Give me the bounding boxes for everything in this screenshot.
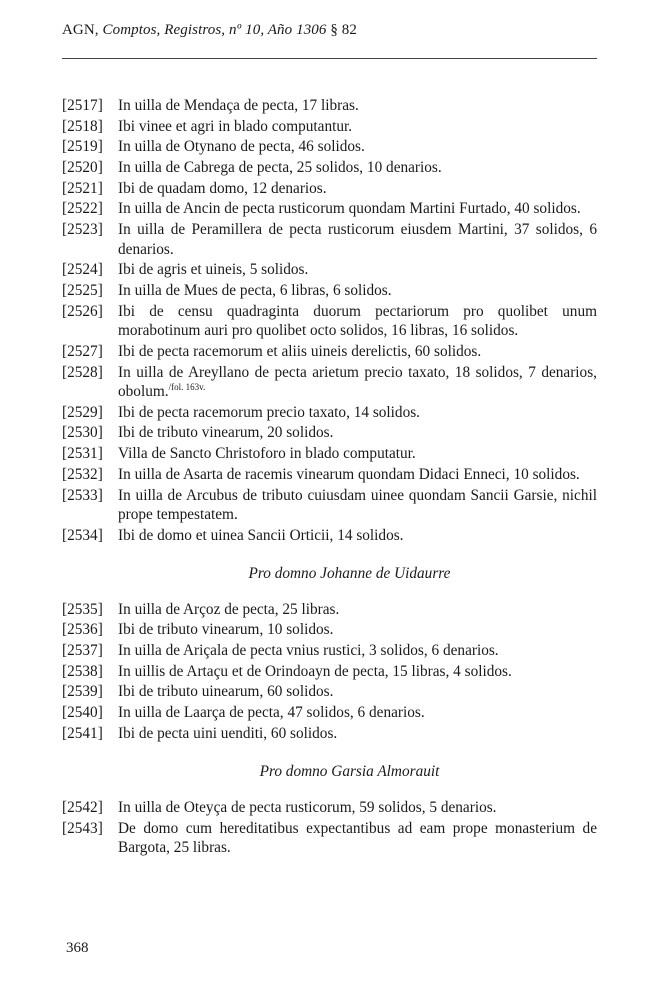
entry-body: Ibi de domo et uinea Sancii Orticii, 14 solidos.	[118, 526, 404, 544]
section-heading: Pro domno Garsia Almorauit	[259, 763, 440, 781]
entry-body: In uilla de Peramillera de pecta rusticorum eiusdem Martini, 37 solidos, 6 denarios.	[118, 221, 597, 258]
entry-text	[118, 137, 597, 157]
entry-number: [2524]	[62, 261, 103, 279]
entry-item	[62, 682, 597, 702]
entry-text	[118, 403, 597, 423]
entry-body: Villa de Sancto Christoforo in blado computatur.	[118, 445, 416, 463]
entry-item	[62, 620, 597, 640]
entry-text	[118, 819, 597, 858]
entry-number: [2533]	[62, 486, 103, 504]
entry-body: In uilla de Mues de pecta, 6 libras, 6 solidos.	[118, 282, 392, 299]
entry-item	[62, 641, 597, 661]
entry-text	[118, 179, 597, 199]
entry-item	[62, 798, 597, 818]
entry-body: Ibi de quadam domo, 12 denarios.	[118, 179, 327, 197]
entry-number: [2539]	[62, 683, 103, 701]
entry-item	[62, 703, 597, 723]
entry-text	[118, 342, 597, 362]
entry-number: [2534]	[62, 526, 103, 544]
entry-number: [2526]	[62, 302, 103, 320]
entry-number: [2542]	[62, 798, 103, 816]
entry-item	[62, 600, 597, 620]
entry-number: [2518]	[62, 117, 103, 135]
entry-number: [2529]	[62, 403, 103, 421]
entry-item	[62, 403, 597, 423]
entry-text	[118, 96, 597, 116]
entry-number: [2532]	[62, 465, 103, 483]
entry-item	[62, 117, 597, 137]
header-rule	[62, 58, 597, 59]
entry-number: [2521]	[62, 179, 103, 197]
entry-item	[62, 662, 597, 682]
entry-item	[62, 96, 597, 116]
entry-text	[118, 302, 597, 341]
entry-body: In uilla de Ariçala de pecta vnius rustici, 3 solidos, 6 denarios.	[118, 642, 499, 660]
entry-body: In uilla de Asarta de racemis vinearum quondam Didaci Enneci, 10 solidos.	[118, 465, 580, 483]
entry-item	[62, 423, 597, 443]
running-head-title: Comptos, Registros, nº 10, Año 1306	[102, 22, 331, 38]
entry-text	[118, 158, 597, 178]
entry-item	[62, 342, 597, 362]
entry-text	[118, 465, 597, 485]
running-head-section: § 82	[330, 22, 358, 38]
entry-body: In uilla de Mendaça de pecta, 17 libras.	[118, 97, 359, 114]
entry-number: [2523]	[62, 221, 103, 239]
entry-number: [2540]	[62, 704, 103, 722]
entry-item	[62, 137, 597, 157]
entry-number: [2527]	[62, 342, 103, 360]
section-heading: Pro domno Johanne de Uidaurre	[248, 565, 451, 583]
entry-item	[62, 260, 597, 280]
folio-note: /fol. 163v.	[168, 382, 206, 393]
entry-number: [2536]	[62, 621, 103, 639]
entry-body: In uillis de Artaçu et de Orindoayn de pecta, 15 libras, 4 solidos.	[118, 662, 512, 680]
entries-list	[62, 96, 597, 859]
entry-number: [2525]	[62, 282, 103, 299]
entry-body: In uilla de Arcubus de tributo cuiusdam uinee quondam Sancii Garsie, nichil prope tempestatem.	[118, 486, 597, 523]
entry-text	[118, 703, 597, 723]
entry-body: Ibi vinee et agri in blado computantur.	[118, 117, 353, 135]
entry-text	[118, 486, 597, 525]
entry-body: In uilla de Arçoz de pecta, 25 libras.	[118, 600, 340, 618]
entry-text	[118, 423, 597, 443]
entry-text	[118, 682, 597, 702]
entry-number: [2541]	[62, 724, 103, 742]
page-number: 368	[66, 940, 89, 956]
entry-text	[118, 199, 597, 219]
entry-item	[62, 199, 597, 219]
entry-text	[118, 444, 597, 464]
entry-body: In uilla de Laarça de pecta, 47 solidos, 6 denarios.	[118, 704, 425, 722]
entry-text	[118, 281, 597, 301]
entry-item	[62, 486, 597, 525]
entry-item	[62, 281, 597, 301]
entry-body: Ibi de tributo vinearum, 10 solidos.	[118, 621, 334, 639]
entry-item	[62, 220, 597, 259]
entry-text	[118, 798, 597, 818]
entry-text	[118, 724, 597, 744]
entry-body: Ibi de pecta racemorum precio taxato, 14 solidos.	[118, 403, 421, 421]
entry-item	[62, 302, 597, 341]
entry-text	[118, 117, 597, 137]
entry-body: Ibi de tributo uinearum, 60 solidos.	[118, 683, 334, 701]
entry-item	[62, 526, 597, 546]
running-head-archive: AGN,	[62, 22, 103, 38]
entry-number: [2519]	[62, 138, 103, 156]
entry-text	[118, 526, 597, 546]
entry-item	[62, 363, 597, 402]
entry-item	[62, 819, 597, 858]
entry-item	[62, 158, 597, 178]
entry-text	[118, 220, 597, 259]
entry-body: Ibi de censu quadraginta duorum pectariorum pro quolibet unum morabotinum auri pro quolibet octo solidos, 16 libras, 16 solidos.	[118, 302, 597, 340]
entry-text	[118, 662, 597, 682]
entry-body: De domo cum hereditatibus expectantibus ad eam prope monasterium de Bargota, 25 libras.	[118, 819, 597, 856]
entry-item	[62, 444, 597, 464]
entry-body: In uilla de Oteyça de pecta rusticorum, 59 solidos, 5 denarios.	[118, 798, 497, 816]
entry-number: [2520]	[62, 159, 103, 177]
entry-number: [2543]	[62, 819, 103, 837]
entry-number: [2522]	[62, 200, 103, 218]
entry-text	[118, 620, 597, 640]
entry-item	[62, 465, 597, 485]
entry-body: Ibi de agris et uineis, 5 solidos.	[118, 261, 309, 279]
running-head	[62, 22, 357, 39]
entry-body: In uilla de Cabrega de pecta, 25 solidos, 10 denarios.	[118, 159, 442, 177]
entry-number: [2531]	[62, 445, 103, 463]
entry-text	[118, 363, 597, 402]
entry-body: In uilla de Ancin de pecta rusticorum quondam Martini Furtado, 40 solidos.	[118, 200, 581, 218]
entry-number: [2528]	[62, 363, 103, 381]
entry-text	[118, 260, 597, 280]
entry-body: Ibi de pecta uini uenditi, 60 solidos.	[118, 724, 338, 742]
entry-number: [2530]	[62, 424, 103, 442]
entry-number: [2517]	[62, 97, 103, 114]
entry-item	[62, 179, 597, 199]
entry-number: [2537]	[62, 642, 103, 660]
entry-body: In uilla de Areyllano de pecta arietum precio taxato, 18 solidos, 7 denarios, obolum.	[118, 363, 597, 401]
entry-item	[62, 724, 597, 744]
entry-body: In uilla de Otynano de pecta, 46 solidos.	[118, 138, 365, 156]
entry-body: Ibi de pecta racemorum et aliis uineis derelictis, 60 solidos.	[118, 342, 482, 360]
entry-text	[118, 641, 597, 661]
entry-text	[118, 600, 597, 620]
entry-body: Ibi de tributo vinearum, 20 solidos.	[118, 424, 334, 442]
entry-number: [2535]	[62, 600, 103, 618]
entry-number: [2538]	[62, 662, 103, 680]
